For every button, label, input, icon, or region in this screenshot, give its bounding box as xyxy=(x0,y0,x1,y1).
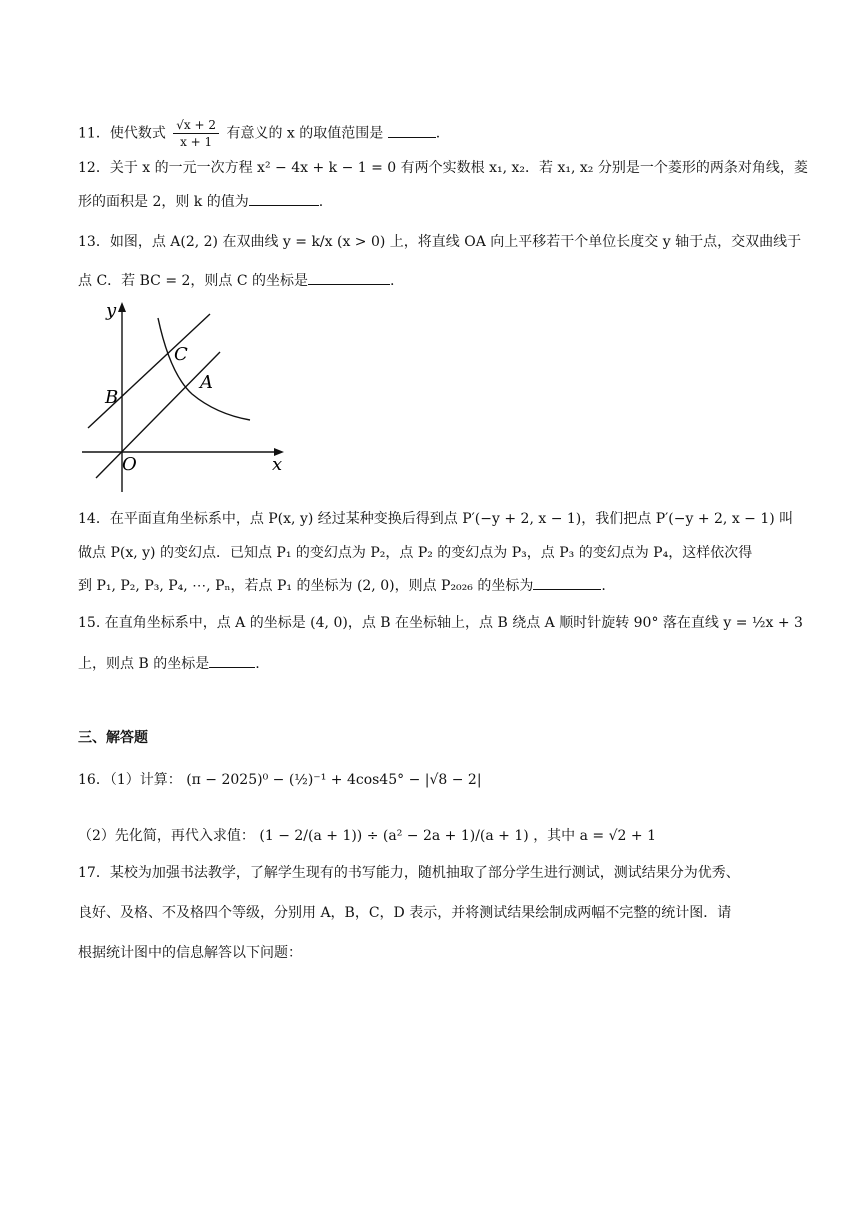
q13-figure xyxy=(78,296,298,496)
q11-answer-blank xyxy=(388,123,436,138)
q12-answer-blank xyxy=(249,191,319,206)
q13-answer-blank xyxy=(308,270,390,285)
question-12-line1: 12．关于 x 的一元一次方程 x² − 4x + k − 1 = 0 有两个实数根 x₁, x₂．若 x₁, x₂ 分别是一个菱形的两条对角线，菱 xyxy=(78,160,808,176)
question-12-line2 xyxy=(78,191,323,212)
question-14-line3 xyxy=(78,575,606,596)
line-oa xyxy=(96,352,220,478)
question-17-line1: 17．某校为加强书法教学，了解学生现有的书写能力，随机抽取了部分学生进行测试，测试结果分为优秀、 xyxy=(78,865,740,881)
question-11 xyxy=(78,117,440,150)
q11-numerator: √x + 2 xyxy=(173,117,219,134)
y-axis-arrow xyxy=(118,302,126,312)
q11-end: . xyxy=(435,125,441,142)
line-bc xyxy=(88,314,210,428)
q15-end: . xyxy=(255,656,260,672)
question-15-line2 xyxy=(78,653,260,674)
label-o: O xyxy=(122,454,137,475)
q14-answer-blank xyxy=(533,575,601,590)
q11-prefix: 11．使代数式 xyxy=(78,125,166,142)
q12-line2-text: 形的面积是 2，则 k 的值为 xyxy=(78,194,249,210)
q16-part1-expression: (π − 2025)⁰ − (½)⁻¹ + 4cos45° − |√8 − 2| xyxy=(186,772,482,788)
question-13-line1: 13．如图，点 A(2, 2) 在双曲线 y = k/x (x > 0) 上，将直线 OA 向上平移若干个单位长度交 y 轴于点，交双曲线于 xyxy=(78,234,802,250)
q15-answer-blank xyxy=(209,653,255,668)
q16-part2-prefix: （2）先化简，再代入求值： xyxy=(78,828,255,844)
question-15-line1: 15. 在直角坐标系中，点 A 的坐标是 (4, 0)，点 B 在坐标轴上，点 B 绕点 A 顺时针旋转 90° 落在直线 y = ½x + 3 xyxy=(78,615,803,631)
q14-end: . xyxy=(601,578,606,594)
q11-suffix: 有意义的 x 的取值范围是 xyxy=(226,125,384,142)
question-16-part2 xyxy=(78,826,656,846)
question-16-part1 xyxy=(78,770,482,790)
q13-line2-text: 点 C．若 BC = 2，则点 C 的坐标是 xyxy=(78,273,309,289)
label-b: B xyxy=(105,387,119,408)
question-17-line2: 良好、及格、不及格四个等级，分别用 A，B，C，D 表示，并将测试结果绘制成两幅不完整的统计图．请 xyxy=(78,905,732,921)
q16-part2-expression: (1 − 2/(a + 1)) ÷ (a² − 2a + 1)/(a + 1) xyxy=(259,828,529,844)
question-17-line3: 根据统计图中的信息解答以下问题： xyxy=(78,945,302,961)
label-x: x xyxy=(272,454,283,475)
q14-line3-text: 到 P₁, P₂, P₃, P₄, ⋯, Pₙ，若点 P₁ 的坐标为 (2, 0)，则点 P₂₀₂₆ 的坐标为 xyxy=(78,578,534,594)
section-heading: 三、解答题 xyxy=(78,730,148,746)
q12-end: . xyxy=(318,194,324,210)
q11-fraction xyxy=(173,117,219,150)
q11-denominator: x + 1 xyxy=(180,135,213,149)
label-y: y xyxy=(106,300,117,321)
question-14-line1: 14．在平面直角坐标系中，点 P(x, y) 经过某种变换后得到点 P′(−y + 2, x − 1)，我们把点 P′(−y + 2, x − 1) 叫 xyxy=(78,511,794,527)
label-a: A xyxy=(200,372,213,393)
q16-part2-suffix: ，其中 a = √2 + 1 xyxy=(533,828,656,844)
label-c: C xyxy=(174,344,188,365)
q16-part1-prefix: 16．（1）计算： xyxy=(78,772,182,788)
question-13-line2 xyxy=(78,270,394,291)
q13-end: . xyxy=(390,273,395,289)
question-14-line2: 做点 P(x, y) 的变幻点．已知点 P₁ 的变幻点为 P₂，点 P₂ 的变幻点为 P₃，点 P₃ 的变幻点为 P₄，这样依次得 xyxy=(78,545,753,561)
q15-line2-text: 上，则点 B 的坐标是 xyxy=(78,656,210,672)
